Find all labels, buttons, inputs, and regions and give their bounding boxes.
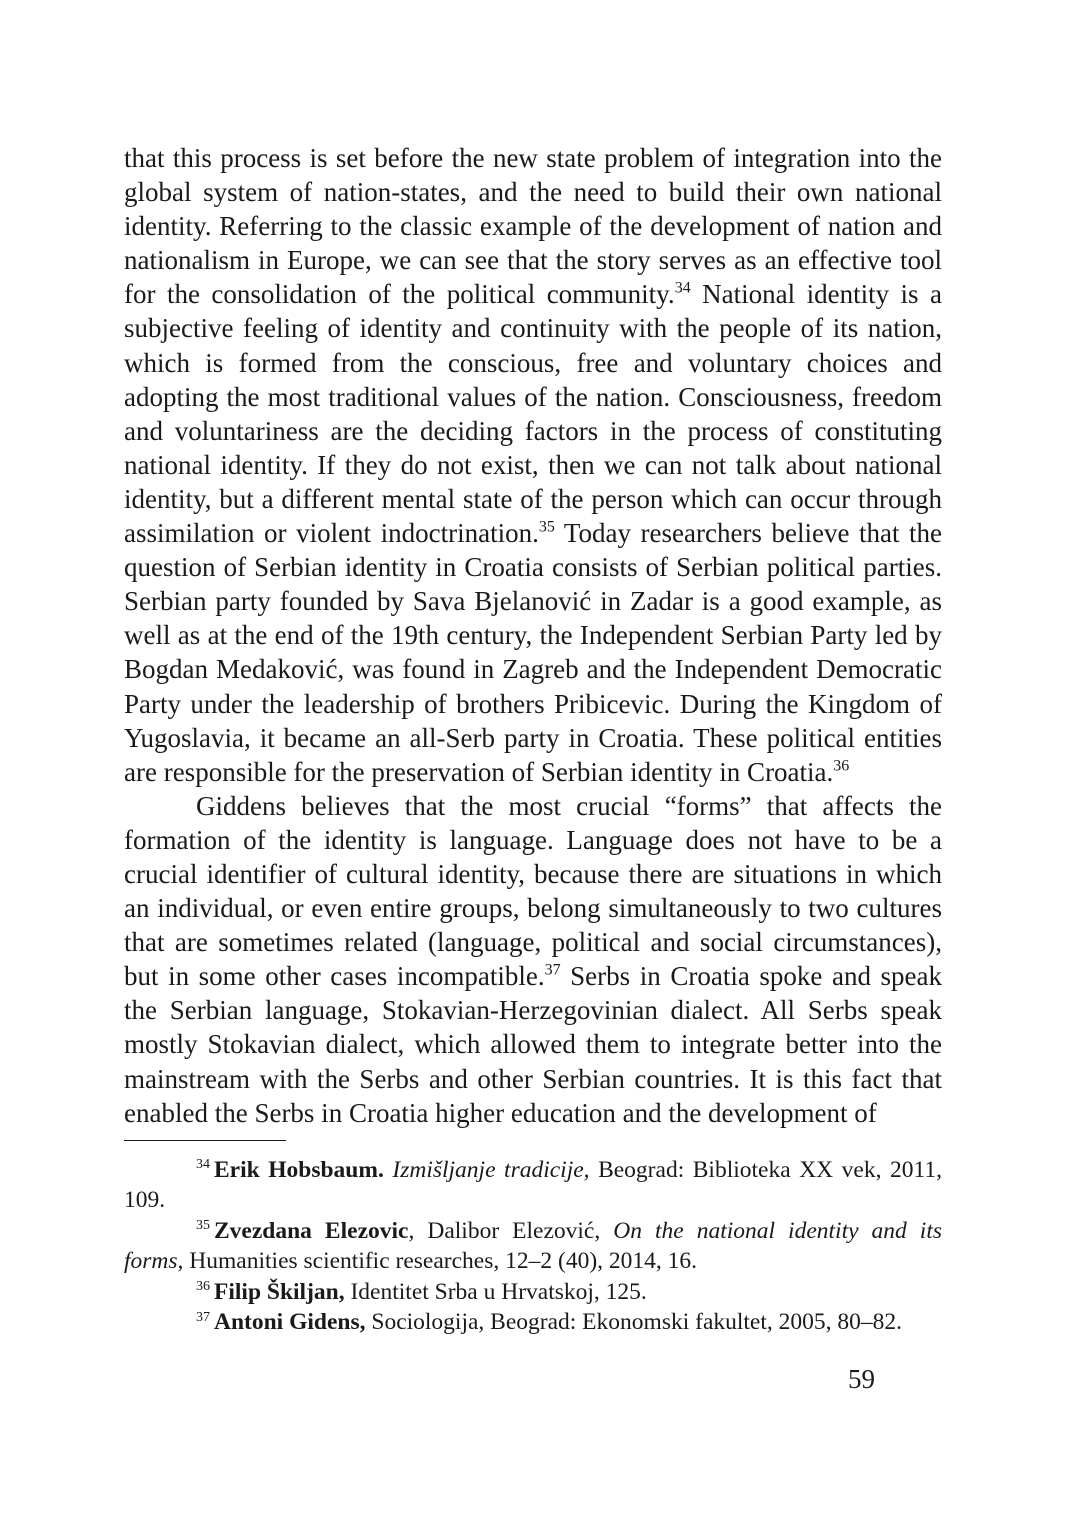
paragraph [124,789,942,1130]
footnote-separator [124,1140,286,1141]
paragraph-text: Serbs in Croatia spoke and speak the Serbian language, Stokavian-Herzegovinian dialect. All Serbs speak mostly Stokavian dialect, which allowed them to integrate better into the mainstream with the Serbs and other Serbian countries. It is this fact that enabled the Serbs in Croatia higher education and the development of [124,961,943,1128]
paragraph-text: National identity is a subjective feeling of identity and continuity with the people of its nation, which is formed from the conscious, free and voluntary choices and adopting the most traditional values of the nation. Consciousness, freedom and voluntariness are the deciding factors in the process of constituting national identity. If they do not exist, then we can not talk about national identity, but a different mental state of the person which can occur through assimilation or violent indoctrination. [124,279,943,549]
footnotes [124,1155,942,1338]
paragraph-text: that this process is set before the new state problem of integration into the global system of nation-states, and the need to build their own national identity. Referring to the classic example of the development of nation and nationalism in Europe, we can see that the story serves as an effective tool for the consolidation of the political community. [124,143,942,310]
footnote-number: 36 [196,1279,210,1295]
paragraph-text: Giddens believes that the most crucial “forms” that affects the formation of the identity is language. Language does not have to be a crucial identifier of cultural identity, because there are situations in which an individual, or even entire groups, belong simultaneously to two cultures that are sometimes related (language, political and social circumstances), but in some other cases incompatible. [124,790,942,992]
footnote-ref-37: 37 [544,961,561,979]
paragraph [124,141,942,789]
footnote-title: On the national identity and its forms [124,1217,943,1275]
footnote-author: Zvezdana Elezovic [214,1217,409,1244]
page-number: 59 [848,1364,875,1394]
footnote-text: , Dalibor Elezović, [408,1217,614,1244]
footnote-37 [124,1307,942,1338]
footnote-text: Identitet Srba u Hrvatskoj, 125. [344,1278,647,1305]
footnote-title: Izmišljanje tradicije, [392,1156,590,1183]
body-text [124,141,942,1130]
page-content [124,141,942,1338]
footnote-text: , Humanities scientific researches, 12–2 (40), 2014, 16. [177,1248,698,1275]
footnote-ref-34: 34 [674,279,691,297]
footnote-number: 35 [196,1218,210,1234]
footnote-ref-35: 35 [538,518,555,536]
footnote-36 [124,1277,942,1308]
footnote-author: Antoni Gidens, [214,1309,366,1336]
footnote-ref-36: 36 [833,757,850,775]
footnote-author: Erik Hobsbaum. [214,1156,384,1183]
paragraph-text: Today researchers believe that the question of Serbian identity in Croatia consists of Serbian political parties. Serbian party founded by Sava Bjelanović in Zadar is a good example, as well as at the end of the 19th century, the Independent Serbian Party led by Bogdan Medaković, was found in Zagreb and the Independent Democratic Party under the leadership of brothers Pribicevic. During the Kingdom of Yugoslavia, it became an all-Serb party in Croatia. These political entities are responsible for the preservation of Serbian identity in Croatia. [124,518,942,787]
footnote-number: 37 [196,1309,210,1325]
footnote-author: Filip Škiljan, [214,1278,345,1305]
footnote-35 [124,1216,942,1277]
footnote-text: Sociologija, Beograd: Ekonomski fakultet, 2005, 80–82. [365,1309,903,1336]
footnote-number: 34 [196,1157,210,1173]
footnote-34 [124,1155,942,1216]
footnote-text: Beograd: Biblioteka XX vek, 2011, 109. [124,1156,943,1214]
